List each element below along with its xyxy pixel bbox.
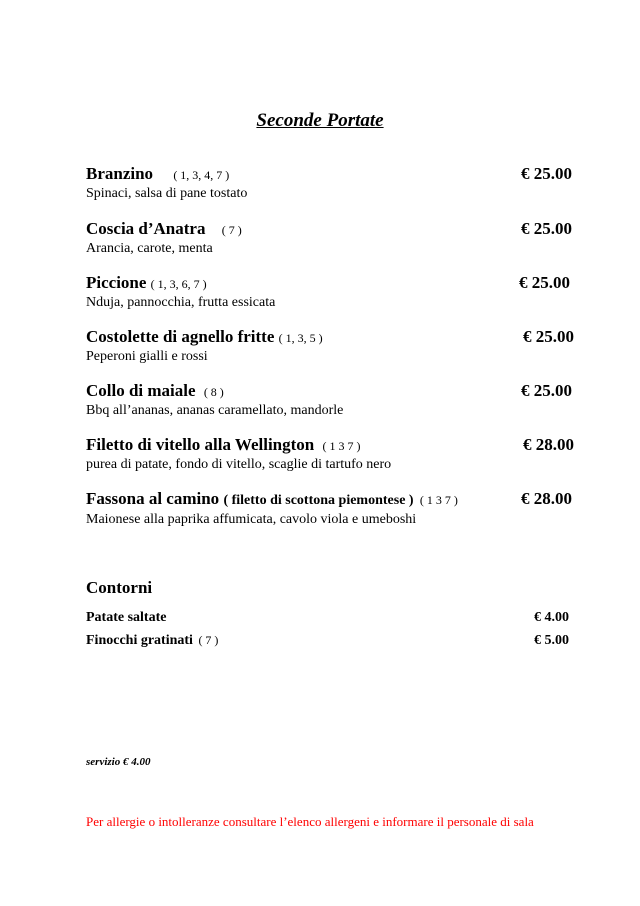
dish-price: € 25.00: [521, 219, 572, 238]
menu-item: [86, 381, 586, 419]
dish-description: Peperoni gialli e rossi: [86, 349, 208, 364]
allergen-codes: ( 1, 3, 4, 7 ): [173, 168, 230, 182]
dish-name: Coscia d’Anatra: [86, 219, 206, 238]
dish-description: purea di patate, fondo di vitello, scaglie di tartufo nero: [86, 457, 392, 472]
side-name: Finocchi gratinati: [86, 633, 193, 648]
menu-item: [86, 435, 586, 473]
dish-price: € 28.00: [523, 435, 574, 454]
allergen-codes: ( 7 ): [221, 223, 242, 237]
allergen-codes: ( 7 ): [198, 633, 219, 647]
dish-name: Filetto di vitello alla Wellington: [86, 435, 315, 454]
menu-item: [86, 219, 586, 257]
allergen-codes: ( 1 3 7 ): [419, 493, 458, 507]
dish-price: € 25.00: [521, 164, 572, 183]
dish-name: Collo di maiale: [86, 381, 196, 400]
dish-name: Piccione: [86, 273, 147, 292]
side-name: Patate saltate: [86, 610, 167, 625]
dish-description: Maionese alla paprika affumicata, cavolo viola e umeboshi: [86, 512, 417, 527]
dish-name: Fassona al camino: [86, 489, 220, 508]
dish-description: Arancia, carote, menta: [86, 241, 213, 256]
menu-item: [86, 164, 586, 202]
dish-description: Bbq all’ananas, ananas caramellato, mandorle: [86, 403, 344, 418]
allergen-codes: ( 8 ): [203, 385, 224, 399]
menu-item: [86, 489, 586, 528]
dish-price: € 25.00: [521, 381, 572, 400]
allergen-codes: ( 1 3 7 ): [322, 439, 361, 453]
dish-price: € 25.00: [523, 327, 574, 346]
allergy-notice: Per allergie o intolleranze consultare l’elenco allergeni e informare il personale di sala: [86, 814, 534, 829]
dish-description: Nduja, pannocchia, frutta essicata: [86, 295, 276, 310]
dish-name: Branzino: [86, 164, 154, 183]
service-charge: servizio € 4.00: [86, 756, 151, 768]
side-dish: [86, 633, 218, 649]
side-price: € 5.00: [534, 633, 569, 648]
side-price: € 4.00: [534, 610, 569, 625]
menu-item: [86, 273, 586, 311]
dish-note: ( filetto di scottona piemontese ): [223, 493, 414, 508]
allergen-codes: ( 1, 3, 5 ): [278, 331, 323, 345]
menu-item: [86, 327, 586, 365]
dish-price: € 28.00: [521, 489, 572, 508]
dish-description: Spinaci, salsa di pane tostato: [86, 186, 248, 201]
dish-name: Costolette di agnello fritte: [86, 327, 275, 346]
section-title: Contorni: [86, 578, 153, 597]
allergen-codes: ( 1, 3, 6, 7 ): [150, 277, 207, 291]
page-title: Seconde Portate: [256, 110, 384, 131]
side-dish: [86, 610, 166, 626]
dish-price: € 25.00: [519, 273, 570, 292]
